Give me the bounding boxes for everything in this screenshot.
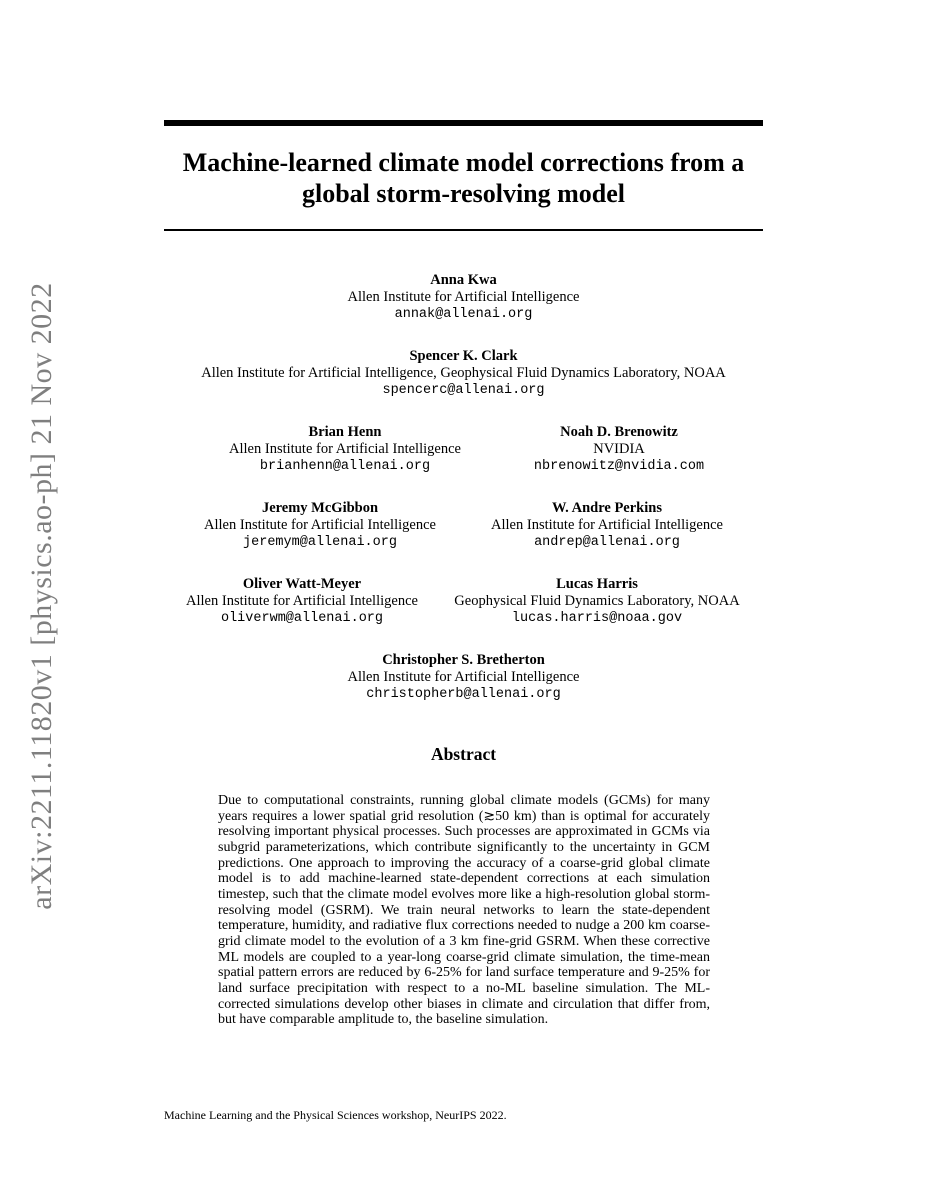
author-block (164, 652, 763, 703)
author-affiliation: NVIDIA (593, 441, 645, 457)
author-name: Oliver Watt-Meyer (242, 576, 362, 592)
title-top-rule (164, 120, 763, 126)
author-name: Anna Kwa (430, 272, 497, 288)
author-email[interactable]: brianhenn@allenai.org (259, 459, 431, 474)
author-name: Brian Henn (308, 424, 382, 440)
author-name: Noah D. Brenowitz (560, 424, 678, 440)
author-affiliation: Allen Institute for Artificial Intelligence (229, 441, 461, 457)
author-affiliation: Allen Institute for Artificial Intelligence, Geophysical Fluid Dynamics Laboratory, NOAA (201, 365, 726, 381)
author-affiliation: Geophysical Fluid Dynamics Laboratory, NOAA (454, 593, 740, 609)
author-name: Lucas Harris (556, 576, 638, 592)
author-affiliation: Allen Institute for Artificial Intelligence (347, 289, 580, 305)
arxiv-identifier-stamp: arXiv:2211.11820v1 [physics.ao-ph] 21 Nov 2022 (25, 282, 58, 910)
author-email[interactable]: nbrenowitz@nvidia.com (533, 459, 705, 474)
author-name: W. Andre Perkins (552, 500, 662, 516)
author-block (162, 576, 442, 627)
author-block (447, 576, 747, 627)
author-block (180, 500, 460, 551)
paper-title: Machine-learned climate model corrections from a global storm-resolving model (182, 148, 745, 208)
author-affiliation: Allen Institute for Artificial Intelligence (204, 517, 436, 533)
author-name: Spencer K. Clark (409, 348, 518, 364)
abstract-heading: Abstract (430, 744, 497, 764)
author-affiliation: Allen Institute for Artificial Intelligence (186, 593, 418, 609)
author-affiliation: Allen Institute for Artificial Intelligence (347, 669, 580, 685)
author-email[interactable]: andrep@allenai.org (534, 535, 680, 550)
author-block (164, 348, 763, 399)
author-block (164, 272, 763, 323)
author-affiliation: Allen Institute for Artificial Intelligence (491, 517, 723, 533)
title-bottom-rule (164, 229, 763, 231)
author-email[interactable]: spencerc@allenai.org (382, 383, 545, 398)
author-name: Jeremy McGibbon (261, 500, 379, 516)
abstract-text: Due to computational constraints, running global climate models (GCMs) for many years requires a lower spatial grid resolution (≳50 km) than is optimal for accurately resolving important physical processes. Such processes are approximated in GCMs via subgrid parameterizations, which contribute significantly to the uncertainty in GCM predictions. One approach to improving the accuracy of a coarse-grid global climate model is to add machine-learned state-dependent corrections at each simulation timestep, such that the climate model evolves more like a high-resolution global storm-resolving model (GSRM). We train neural networks to learn the state-dependent temperature, humidity, and radiative flux corrections needed to nudge a 200 km coarse-grid climate model to the evolution of a 3 km fine-grid GSRM. When these corrective ML models are coupled to a year-long coarse-grid climate simulation, the time-mean spatial pattern errors are reduced by 6-25% for land surface temperature and 9-25% for land surface precipitation with respect to a no-ML baseline simulation. The ML-corrected simulations develop other biases in climate and circulation that differ from, but have comparable amplitude to, the baseline simulation. (218, 793, 710, 1028)
author-block (205, 424, 485, 475)
author-name: Christopher S. Bretherton (382, 652, 545, 668)
author-email[interactable]: annak@allenai.org (394, 307, 533, 322)
author-email[interactable]: jeremym@allenai.org (243, 535, 397, 550)
author-email[interactable]: lucas.harris@noaa.gov (511, 611, 683, 626)
author-block (467, 500, 747, 551)
author-block (484, 424, 754, 475)
author-email[interactable]: oliverwm@allenai.org (220, 611, 384, 626)
venue-footnote: Machine Learning and the Physical Sciences workshop, NeurIPS 2022. (164, 1108, 507, 1122)
author-email[interactable]: christopherb@allenai.org (366, 687, 561, 702)
